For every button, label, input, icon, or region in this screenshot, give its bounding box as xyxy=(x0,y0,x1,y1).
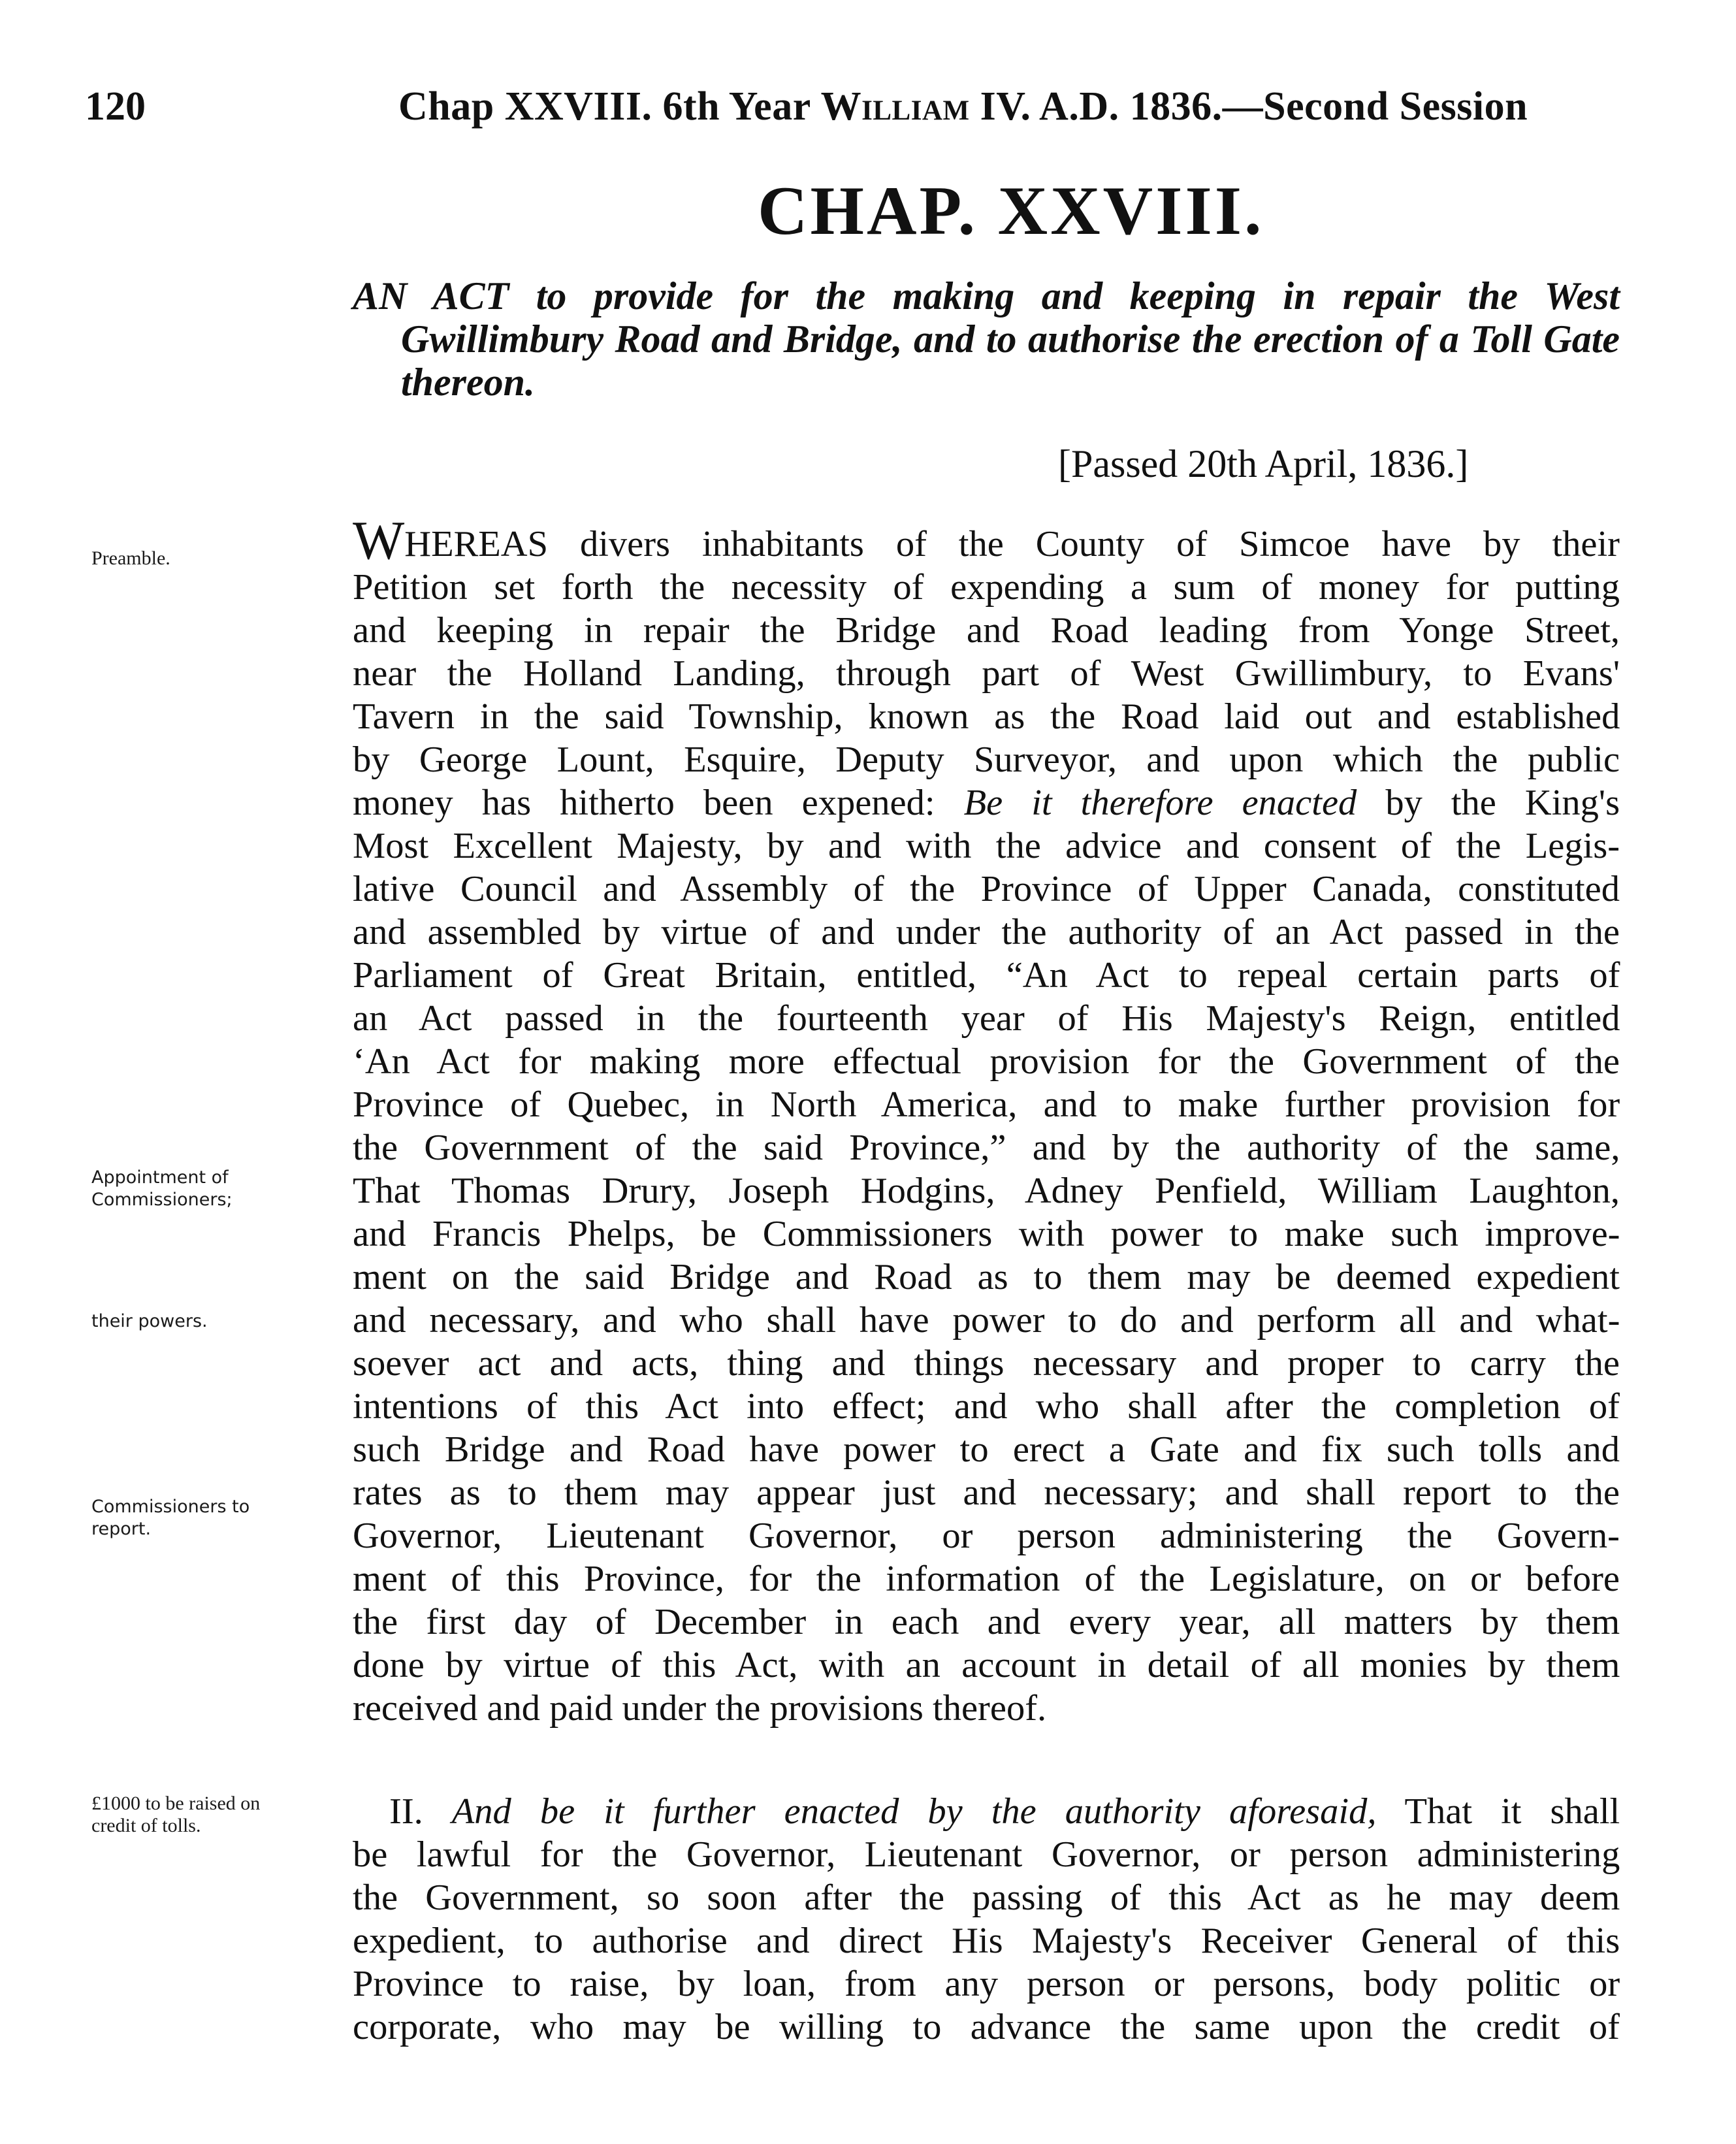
body-line: Province of Quebec, in North America, and to make further provision for xyxy=(353,1084,1620,1125)
passed-date: [Passed 20th April, 1836.] xyxy=(1058,442,1469,485)
page-number: 120 xyxy=(85,84,146,129)
body-line: That Thomas Drury, Joseph Hodgins, Adney Penfield, William Laughton, xyxy=(353,1171,1620,1211)
margin-note-line: Commissioners to xyxy=(91,1497,250,1517)
body-line: intentions of this Act into effect; and who shall after the completion of xyxy=(353,1386,1620,1427)
body-line-text: HEREAS divers inhabitants of the County of Simcoe have by their xyxy=(404,524,1620,564)
margin-note-powers xyxy=(91,1310,366,1333)
body-line: Petition set forth the necessity of expending a sum of money for putting xyxy=(353,567,1620,608)
body-line: Parliament of Great Britain, entitled, “An Act to repeal certain parts of xyxy=(353,955,1620,996)
running-title-suffix: IV. A.D. 1836.—Second Session xyxy=(969,84,1528,129)
body-line: and keeping in repair the Bridge and Road leading from Yonge Street, xyxy=(353,610,1620,651)
margin-note-report xyxy=(91,1496,366,1540)
body-line: the Government, so soon after the passing of this Act as he may deem xyxy=(353,1877,1620,1918)
body-line: the first day of December in each and every year, all matters by them xyxy=(353,1602,1620,1642)
body-line: such Bridge and Road have power to erect a Gate and fix such tolls and xyxy=(353,1429,1620,1470)
body-line: by George Lount, Esquire, Deputy Surveyor, and upon which the public xyxy=(353,739,1620,780)
body-line: ‘An Act for making more effectual provision for the Government of the xyxy=(353,1041,1620,1082)
body-line: be lawful for the Governor, Lieutenant Governor, or person administering xyxy=(353,1834,1620,1875)
body-line: rates as to them may appear just and necessary; and shall report to the xyxy=(353,1472,1620,1513)
body-line xyxy=(353,781,1620,824)
body-line xyxy=(353,510,1620,571)
margin-note-line: Commissioners; xyxy=(91,1190,233,1210)
body-line: expedient, to authorise and direct His Majesty's Receiver General of this xyxy=(353,1921,1620,1961)
body-line-text: by the King's xyxy=(1357,783,1620,823)
body-line: near the Holland Landing, through part of West Gwillimbury, to Evans' xyxy=(353,653,1620,694)
margin-note-line: credit of tolls. xyxy=(91,1815,201,1836)
body-line: soever act and acts, thing and things necessary and proper to carry the xyxy=(353,1343,1620,1384)
margin-note-line: report. xyxy=(91,1519,152,1539)
margin-note-line: Preamble. xyxy=(91,547,170,569)
margin-note-appointment xyxy=(91,1167,366,1211)
body-line: and Francis Phelps, be Commissioners with power to make such improve- xyxy=(353,1214,1620,1254)
body-line: and necessary, and who shall have power to do and perform all and what- xyxy=(353,1300,1620,1340)
running-title xyxy=(398,84,1528,130)
body-line: an Act passed in the fourteenth year of His Majesty's Reign, entitled xyxy=(353,998,1620,1039)
body-line: and assembled by virtue of and under the authority of an Act passed in the xyxy=(353,912,1620,952)
enacting-phrase: Be it therefore enacted xyxy=(963,783,1357,823)
running-head xyxy=(85,84,1594,142)
chapter-heading: CHAP. XXVIII. xyxy=(758,172,1264,249)
section-2 xyxy=(353,1790,1620,2049)
body-line: done by virtue of this Act, with an account in detail of all monies by them xyxy=(353,1645,1620,1685)
running-title-prefix: Chap XXVIII. 6th Year xyxy=(398,84,821,129)
body-line: ment of this Province, for the information of the Legislature, on or before xyxy=(353,1559,1620,1599)
body-line: Tavern in the said Township, known as the Road laid out and established xyxy=(353,696,1620,737)
body-line xyxy=(353,1790,1620,1833)
body-line: corporate, who may be willing to advance the same upon the credit of xyxy=(353,2007,1620,2047)
margin-note-line: Appointment of xyxy=(91,1167,229,1188)
body-line-text: money has hitherto been expened: xyxy=(353,783,964,823)
section-numeral: II. xyxy=(389,1791,452,1832)
body-line: ment on the said Bridge and Road as to them may be deemed expedient xyxy=(353,1257,1620,1297)
margin-note-line: £1000 to be raised on xyxy=(91,1793,261,1814)
body-line-text: That it shall xyxy=(1376,1791,1620,1832)
act-title: AN ACT to provide for the making and keeping in repair the West Gwillimbury Road and Bridge, and to authorise the erection of a Toll Gate thereon. xyxy=(353,274,1620,404)
margin-note-line: their powers. xyxy=(91,1311,208,1331)
drop-cap: W xyxy=(353,510,405,571)
enacting-phrase: And be it further enacted by the authority aforesaid, xyxy=(451,1791,1377,1832)
running-title-king: William xyxy=(820,84,970,129)
body-line: Governor, Lieutenant Governor, or person administering the Govern- xyxy=(353,1516,1620,1556)
body-line: Province to raise, by loan, from any person or persons, body politic or xyxy=(353,1964,1620,2004)
body-line: the Government of the said Province,” and by the authority of the same, xyxy=(353,1128,1620,1168)
section-1 xyxy=(353,510,1620,1730)
body-line: received and paid under the provisions thereof. xyxy=(353,1688,1047,1729)
margin-note-preamble xyxy=(91,547,366,570)
body-line: Most Excellent Majesty, by and with the advice and consent of the Legis- xyxy=(353,826,1620,866)
margin-note-raise xyxy=(91,1793,366,1837)
body-line: lative Council and Assembly of the Province of Upper Canada, constituted xyxy=(353,869,1620,909)
